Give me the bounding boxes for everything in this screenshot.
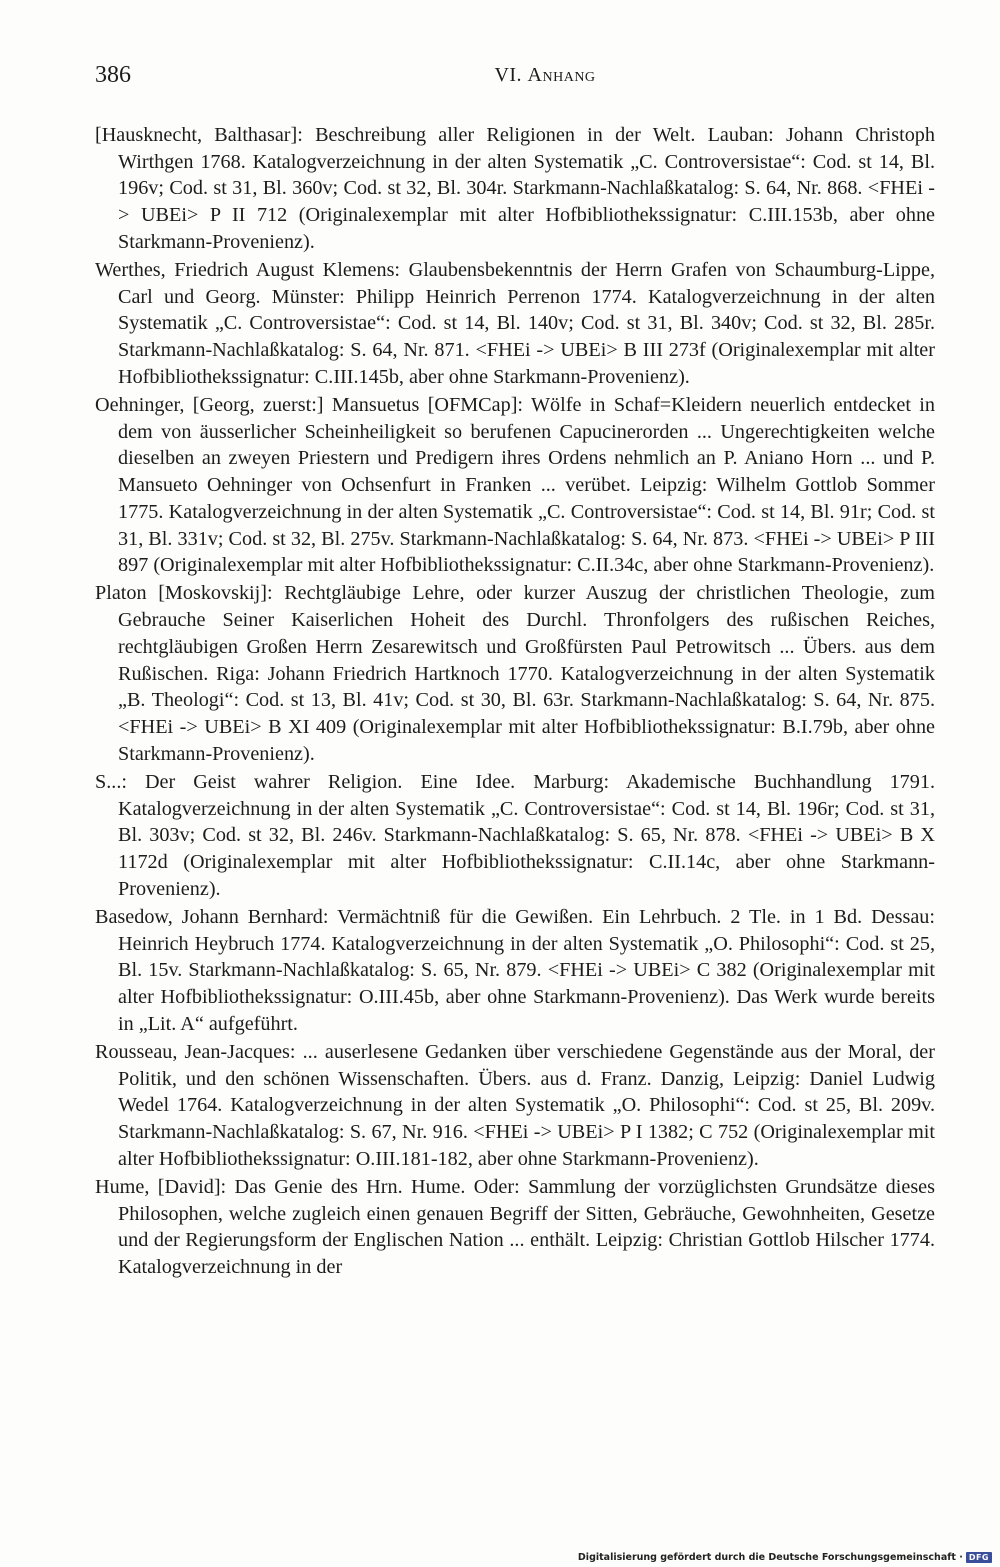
running-head-prefix: VI. (494, 64, 528, 86)
funding-note: Digitalisierung gefördert durch die Deutsche Forschungsgemeinschaft · (577, 1552, 963, 1563)
running-head-word: Anhang (527, 64, 596, 86)
page-number: 386 (95, 62, 131, 88)
bibliography-entry-s: S...: Der Geist wahrer Religion. Eine Idee. Marburg: Akademische Buchhandlung 1791. Katalogverzeichnung in der alten Systematik „C. Controversistae“: Cod. st 14, Bl. 196r; Cod. st 31, Bl. 303v; Cod. st 32, Bl. 246v. Starkmann-Nachlaßkatalog: S. 65, Nr. 878. <FHEi -> UBEi> B X 1172d (Originalexemplar mit alter Hofbibliothekssignatur: C.II.14c, aber ohne Starkmann-Provenienz). (95, 770, 935, 900)
page-header (95, 62, 935, 98)
bibliography-entry-platon: Platon [Moskovskij]: Rechtgläubige Lehre, oder kurzer Auszug der christlichen Theologie, zum Gebrauche Seiner Kaiserlichen Hoheit des Durchl. Thronfolgers des rußischen Reiches, rechtgläubigen Großen Herrn Zesarewitsch und Großfürsten Paul Petrowitsch ... Übers. aus dem Rußischen. Riga: Johann Friedrich Hartknoch 1770. Katalogverzeichnung in der alten Systematik „B. Theologi“: Cod. st 13, Bl. 41v; Cod. st 30, Bl. 63r. Starkmann-Nachlaßkatalog: S. 64, Nr. 875. <FHEi -> UBEi> B XI 409 (Originalexemplar mit alter Hofbibliothekssignatur: B.I.79b, aber ohne Starkmann-Provenienz). (95, 582, 935, 765)
funding-footer (578, 1552, 992, 1563)
running-head (95, 64, 935, 87)
bibliography-entry-basedow: Basedow, Johann Bernhard: Vermächtniß für die Gewißen. Ein Lehrbuch. 2 Tle. in 1 Bd. Dessau: Heinrich Heybruch 1774. Katalogverzeichnung in der alten Systematik „O. Philosophi“: Cod. st 25, Bl. 15v. Starkmann-Nachlaßkatalog: S. 65, Nr. 879. <FHEi -> UBEi> C 382 (Originalexemplar mit alter Hofbibliothekssignatur: O.III.45b, aber ohne Starkmann-Provenienz). Das Werk wurde bereits in „Lit. A“ aufgeführt. (95, 905, 935, 1035)
bibliography-entry-oehninger: Oehninger, [Georg, zuerst:] Mansuetus [OFMCap]: Wölfe in Schaf=Kleidern neuerlich entdecket in dem von äusserlicher Scheinheiligkeit so berufenen Capucinerorden ... Ungerechtigkeiten welche dieselben an zweyen Priestern und Predigern ihres Ordens nehmlich an P. Aniano Horn ... und P. Mansueto Oehninger von Ochsenfurt in Franken ... verübet. Leipzig: Wilhelm Gottlob Sommer 1775. Katalogverzeichnung in der alten Systematik „C. Controversistae“: Cod. st 14, Bl. 91r; Cod. st 31, Bl. 331v; Cod. st 32, Bl. 275v. Starkmann-Nachlaßkatalog: S. 64, Nr. 873. <FHEi -> UBEi> P III 897 (Originalexemplar mit alter Hofbibliothekssignatur: C.II.34c, aber ohne Starkmann-Provenienz). (95, 394, 935, 577)
bibliography-entry-hume: Hume, [David]: Das Genie des Hrn. Hume. Oder: Sammlung der vorzüglichsten Grundsätze dieses Philosophen, welche zugleich einen genauen Begriff der Sitten, Gebräuche, Gewohnheiten, Gesetze und der Regierungsform der Englischen Nation ... enthält. Leipzig: Christian Gottlob Hilscher 1774. Katalogverzeichnung in der (95, 1175, 935, 1279)
dfg-logo-icon: DFG (966, 1552, 992, 1563)
bibliography-entry-werthes: Werthes, Friedrich August Klemens: Glaubensbekenntnis der Herrn Grafen von Schaumburg-Lippe, Carl und Georg. Münster: Philipp Heinrich Perrenon 1774. Katalogverzeichnung in der alten Systematik „C. Controversistae“: Cod. st 14, Bl. 140v; Cod. st 31, Bl. 340v; Cod. st 32, Bl. 285r. Starkmann-Nachlaßkatalog: S. 64, Nr. 871. <FHEi -> UBEi> B III 273f (Originalexemplar mit alter Hofbibliothekssignatur: C.III.145b, aber ohne Starkmann-Provenienz). (95, 259, 935, 388)
bibliography-entry-hausknecht: [Hausknecht, Balthasar]: Beschreibung aller Religionen in der Welt. Lauban: Johann Christoph Wirthgen 1768. Katalogverzeichnung in der alten Systematik „C. Controversistae“: Cod. st 14, Bl. 196v; Cod. st 31, Bl. 360v; Cod. st 32, Bl. 304r. Starkmann-Nachlaßkatalog: S. 64, Nr. 868. <FHEi -> UBEi> P II 712 (Originalexemplar mit alter Hofbibliothekssignatur: C.III.153b, aber ohne Starkmann-Provenienz). (95, 124, 935, 253)
bibliography-list (95, 122, 935, 1282)
bibliography-entry-rousseau: Rousseau, Jean-Jacques: ... auserlesene Gedanken über verschiedene Gegenstände aus der Moral, der Politik, und den schönen Wissenschaften. Übers. aus d. Franz. Danzig, Leipzig: Daniel Ludwig Wedel 1764. Katalogverzeichnung in der alten Systematik „O. Philosophi“: Cod. st 25, Bl. 209v. Starkmann-Nachlaßkatalog: S. 67, Nr. 916. <FHEi -> UBEi> P I 1382; C 752 (Originalexemplar mit alter Hofbibliothekssignatur: O.III.181-182, aber ohne Starkmann-Provenienz). (95, 1040, 935, 1170)
